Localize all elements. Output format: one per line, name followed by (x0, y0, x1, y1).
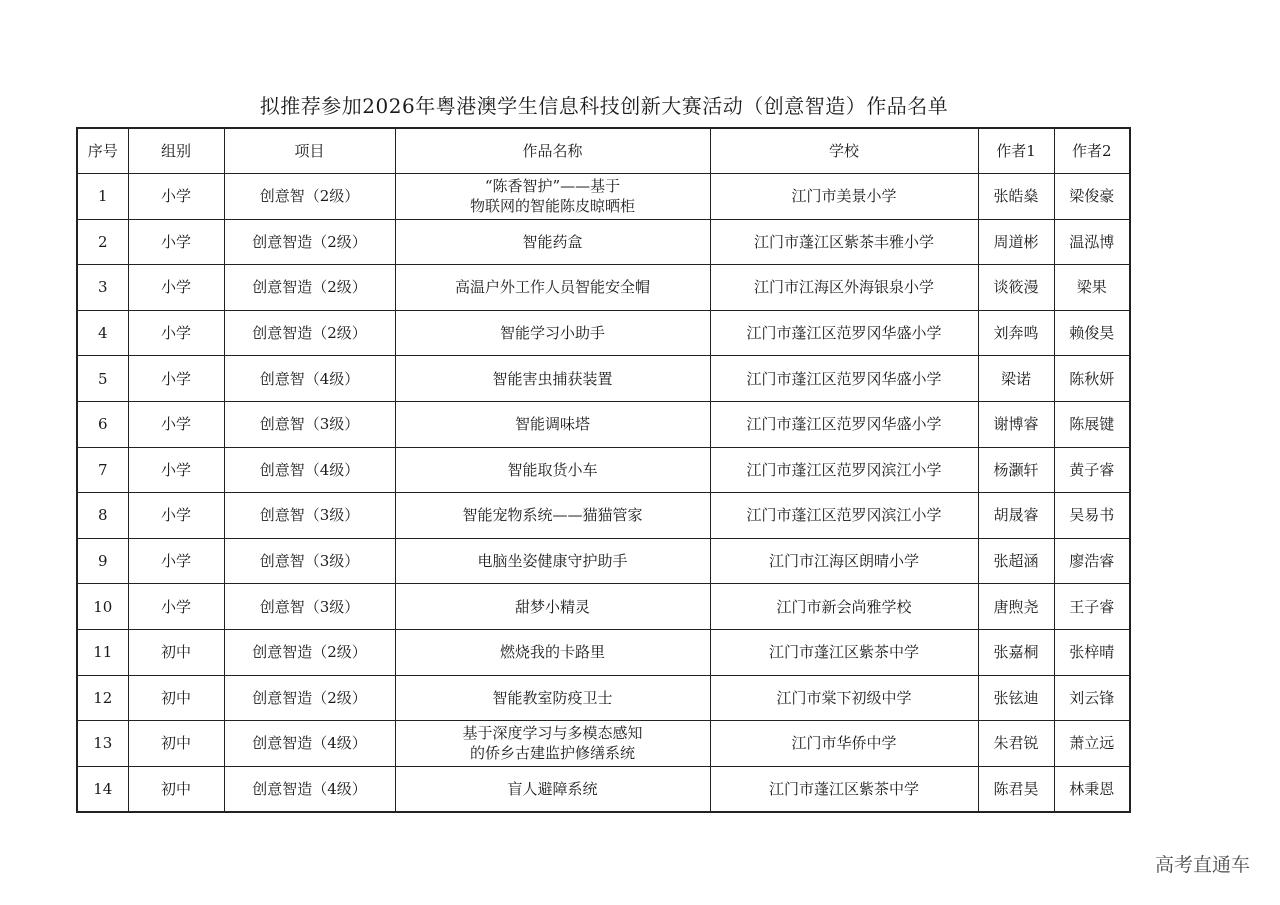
cell-group: 小学 (128, 584, 224, 630)
cell-author-2: 萧立远 (1054, 721, 1130, 767)
table-row (77, 174, 1130, 220)
cell-category: 创意智造（4级） (224, 766, 395, 812)
cell-category: 创意智造（2级） (224, 310, 395, 356)
cell-school: 江门市蓬江区范罗冈华盛小学 (710, 401, 978, 447)
cell-category: 创意智造（2级） (224, 629, 395, 675)
cell-work-title: 燃烧我的卡路里 (395, 629, 710, 675)
document-title: 拟推荐参加2026年粤港澳学生信息科技创新大赛活动（创意智造）作品名单 (259, 94, 949, 118)
cell-school: 江门市蓬江区范罗冈华盛小学 (710, 356, 978, 402)
cell-index: 4 (77, 310, 128, 356)
cell-work-title: 智能教室防疫卫士 (395, 675, 710, 721)
cell-index: 8 (77, 493, 128, 539)
cell-author-2: 温泓博 (1054, 219, 1130, 265)
cell-index: 5 (77, 356, 128, 402)
cell-author-1: 刘奔鸣 (978, 310, 1054, 356)
table-row (77, 493, 1130, 539)
cell-work-title: 智能药盒 (395, 219, 710, 265)
cell-work-title: “陈香智护”——基于 物联网的智能陈皮晾晒柜 (395, 174, 710, 220)
cell-school: 江门市江海区朗晴小学 (710, 538, 978, 584)
cell-author-1: 唐煦尧 (978, 584, 1054, 630)
cell-group: 初中 (128, 766, 224, 812)
roster-table (76, 127, 1131, 813)
cell-index: 11 (77, 629, 128, 675)
cell-category: 创意智（2级） (224, 174, 395, 220)
cell-work-title: 盲人避障系统 (395, 766, 710, 812)
cell-author-1: 谢博睿 (978, 401, 1054, 447)
watermark: 高考直通车 (1154, 854, 1250, 876)
table-row (77, 219, 1130, 265)
cell-author-2: 陈展键 (1054, 401, 1130, 447)
cell-group: 小学 (128, 401, 224, 447)
cell-author-2: 黄子睿 (1054, 447, 1130, 493)
cell-author-2: 陈秋妍 (1054, 356, 1130, 402)
cell-index: 13 (77, 721, 128, 767)
cell-author-1: 张嘉桐 (978, 629, 1054, 675)
cell-category: 创意智造（4级） (224, 721, 395, 767)
cell-group: 小学 (128, 493, 224, 539)
cell-author-2: 梁俊豪 (1054, 174, 1130, 220)
table-row (77, 584, 1130, 630)
cell-school: 江门市蓬江区紫茶中学 (710, 766, 978, 812)
cell-work-title: 电脑坐姿健康守护助手 (395, 538, 710, 584)
cell-school: 江门市江海区外海银泉小学 (710, 265, 978, 311)
table-row (77, 721, 1130, 767)
table-row (77, 538, 1130, 584)
cell-author-2: 梁果 (1054, 265, 1130, 311)
cell-work-title: 甜梦小精灵 (395, 584, 710, 630)
cell-category: 创意智（3级） (224, 493, 395, 539)
cell-school: 江门市美景小学 (710, 174, 978, 220)
cell-author-1: 周道彬 (978, 219, 1054, 265)
cell-index: 6 (77, 401, 128, 447)
cell-author-1: 杨灏轩 (978, 447, 1054, 493)
cell-category: 创意智（3级） (224, 401, 395, 447)
cell-author-1: 谈筱漫 (978, 265, 1054, 311)
cell-category: 创意智造（2级） (224, 265, 395, 311)
cell-author-1: 胡晟睿 (978, 493, 1054, 539)
table-row (77, 265, 1130, 311)
cell-author-2: 张梓晴 (1054, 629, 1130, 675)
cell-work-title: 智能学习小助手 (395, 310, 710, 356)
cell-work-title: 智能取货小车 (395, 447, 710, 493)
table-row (77, 356, 1130, 402)
cell-index: 7 (77, 447, 128, 493)
cell-school: 江门市新会尚雅学校 (710, 584, 978, 630)
cell-author-2: 王子睿 (1054, 584, 1130, 630)
cell-group: 初中 (128, 675, 224, 721)
cell-group: 小学 (128, 219, 224, 265)
cell-school: 江门市华侨中学 (710, 721, 978, 767)
cell-index: 3 (77, 265, 128, 311)
cell-author-1: 梁诺 (978, 356, 1054, 402)
header-author-1: 作者1 (978, 128, 1054, 174)
header-index: 序号 (77, 128, 128, 174)
cell-work-title: 智能宠物系统——猫猫管家 (395, 493, 710, 539)
table-row (77, 629, 1130, 675)
cell-category: 创意智（4级） (224, 447, 395, 493)
cell-author-1: 陈君昊 (978, 766, 1054, 812)
cell-category: 创意智（3级） (224, 538, 395, 584)
table-row (77, 310, 1130, 356)
cell-author-2: 刘云锋 (1054, 675, 1130, 721)
cell-author-2: 吴易书 (1054, 493, 1130, 539)
cell-group: 小学 (128, 447, 224, 493)
cell-category: 创意智（3级） (224, 584, 395, 630)
cell-group: 小学 (128, 174, 224, 220)
cell-author-1: 张超涵 (978, 538, 1054, 584)
cell-index: 10 (77, 584, 128, 630)
cell-school: 江门市蓬江区紫茶丰雅小学 (710, 219, 978, 265)
cell-author-2: 赖俊昊 (1054, 310, 1130, 356)
cell-work-title: 高温户外工作人员智能安全帽 (395, 265, 710, 311)
cell-author-1: 张皓燊 (978, 174, 1054, 220)
cell-index: 1 (77, 174, 128, 220)
cell-work-title: 基于深度学习与多模态感知 的侨乡古建监护修缮系统 (395, 721, 710, 767)
header-group: 组别 (128, 128, 224, 174)
table-body (77, 174, 1130, 813)
cell-index: 2 (77, 219, 128, 265)
cell-school: 江门市蓬江区紫茶中学 (710, 629, 978, 675)
cell-group: 初中 (128, 721, 224, 767)
cell-index: 14 (77, 766, 128, 812)
cell-category: 创意智造（2级） (224, 219, 395, 265)
table-row (77, 447, 1130, 493)
cell-group: 小学 (128, 356, 224, 402)
cell-school: 江门市蓬江区范罗冈华盛小学 (710, 310, 978, 356)
header-school: 学校 (710, 128, 978, 174)
cell-group: 小学 (128, 265, 224, 311)
cell-school: 江门市棠下初级中学 (710, 675, 978, 721)
cell-group: 小学 (128, 538, 224, 584)
cell-group: 初中 (128, 629, 224, 675)
table-header-row (77, 128, 1130, 174)
cell-work-title: 智能调味塔 (395, 401, 710, 447)
cell-author-1: 朱君锐 (978, 721, 1054, 767)
table-row (77, 675, 1130, 721)
cell-category: 创意智（4级） (224, 356, 395, 402)
cell-index: 9 (77, 538, 128, 584)
cell-school: 江门市蓬江区范罗冈滨江小学 (710, 447, 978, 493)
cell-index: 12 (77, 675, 128, 721)
cell-author-2: 廖浩睿 (1054, 538, 1130, 584)
cell-category: 创意智造（2级） (224, 675, 395, 721)
cell-work-title: 智能害虫捕获装置 (395, 356, 710, 402)
header-author-2: 作者2 (1054, 128, 1130, 174)
header-category: 项目 (224, 128, 395, 174)
header-work-title: 作品名称 (395, 128, 710, 174)
cell-group: 小学 (128, 310, 224, 356)
table-row (77, 766, 1130, 812)
cell-author-2: 林秉恩 (1054, 766, 1130, 812)
cell-school: 江门市蓬江区范罗冈滨江小学 (710, 493, 978, 539)
table-row (77, 401, 1130, 447)
cell-author-1: 张铉迪 (978, 675, 1054, 721)
